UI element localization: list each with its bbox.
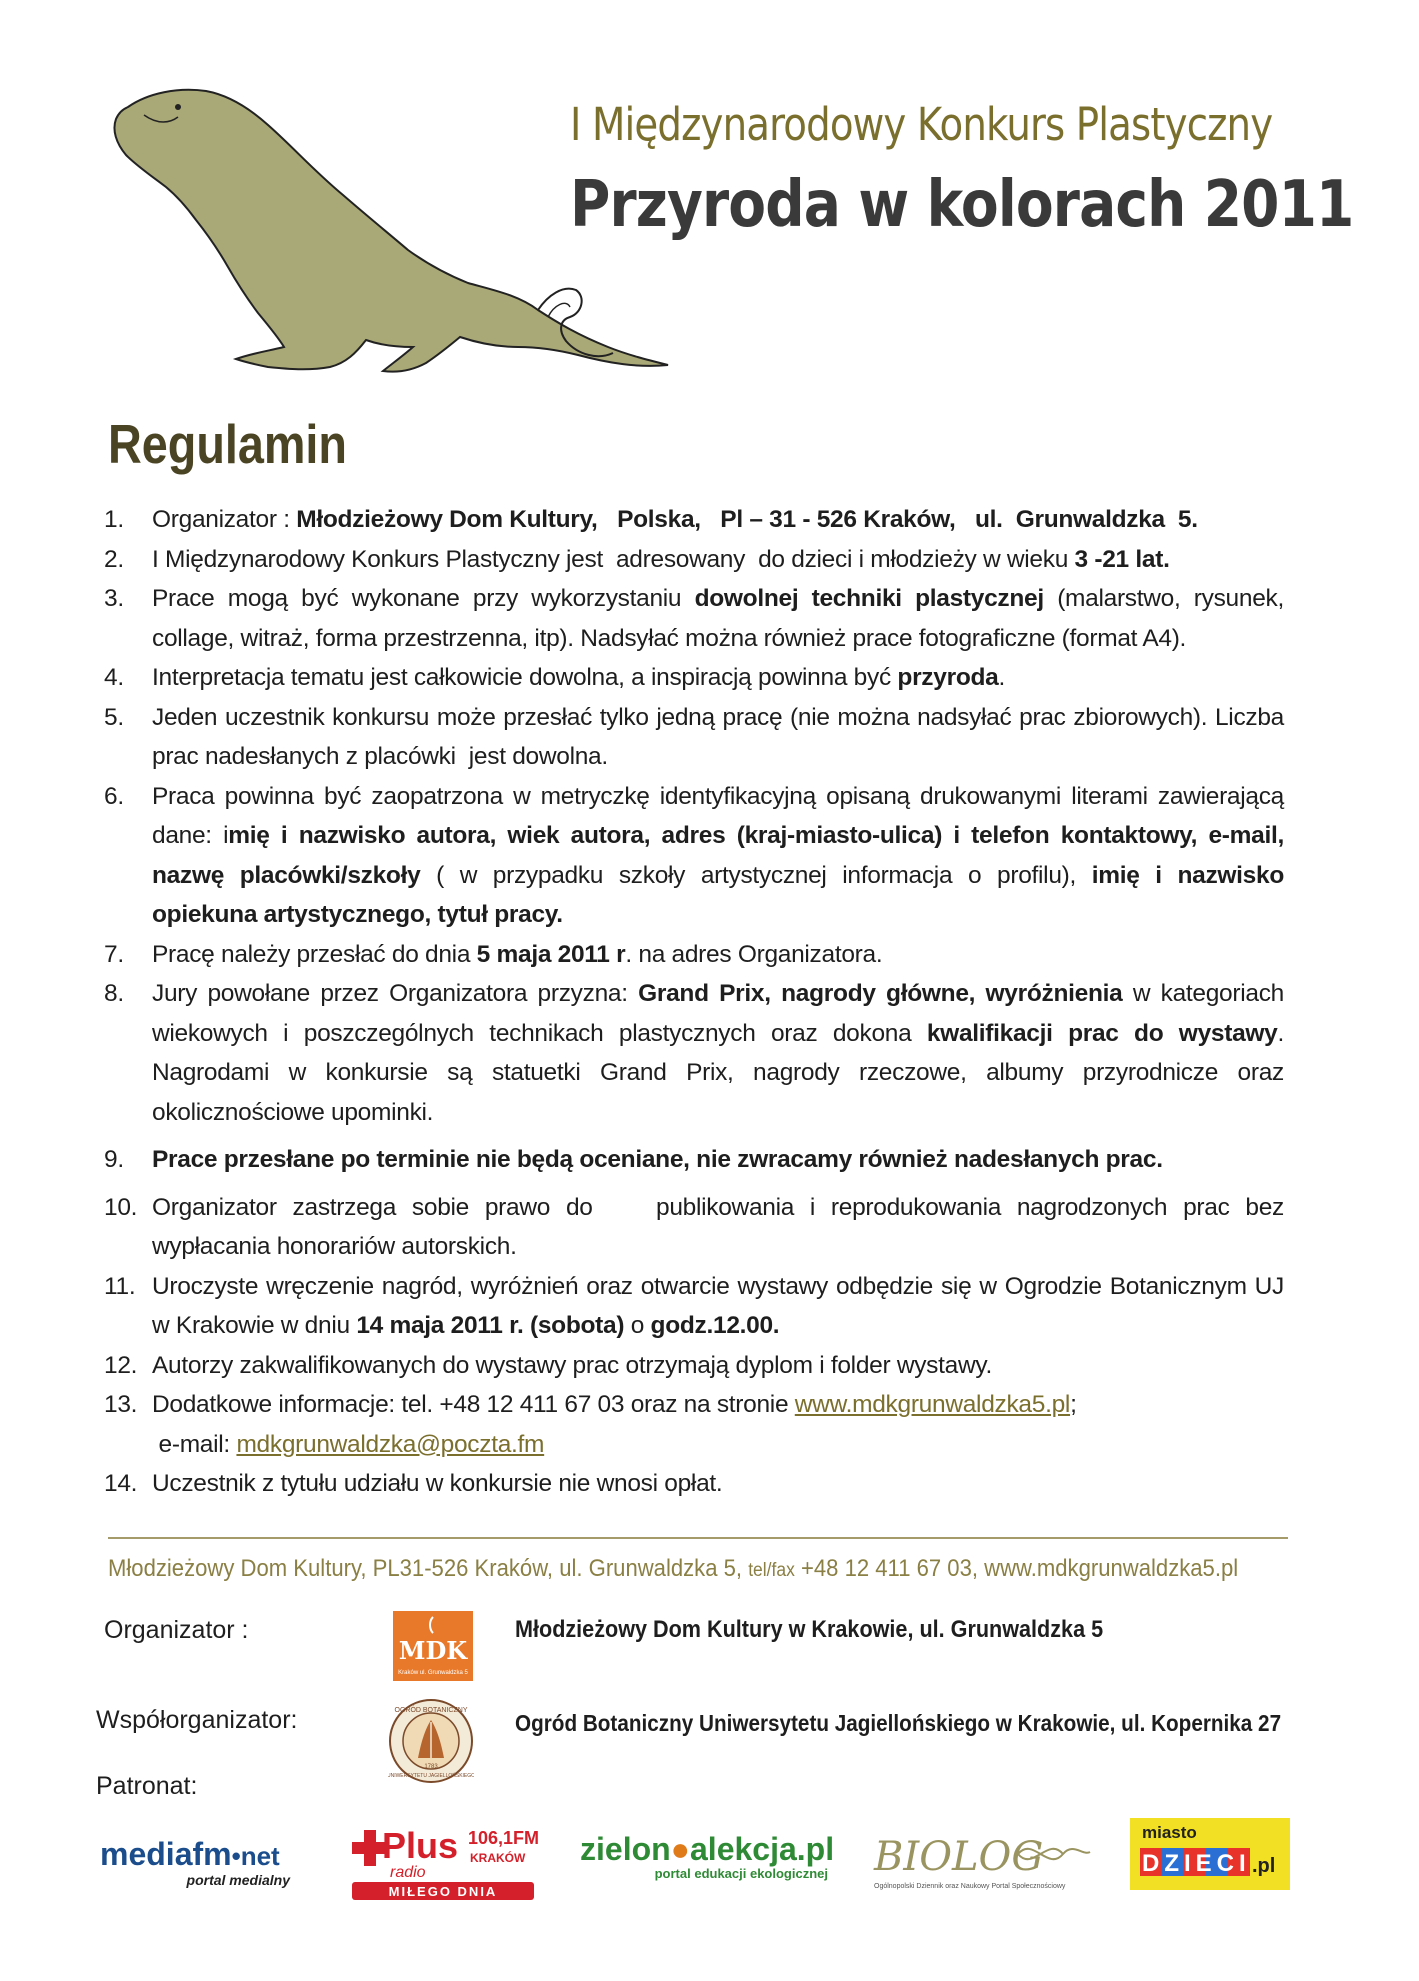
rule-item (104, 1267, 1284, 1346)
zielona-part2: alekcja.pl (690, 1831, 835, 1867)
rule-number: 1. (104, 506, 124, 533)
biolog-text: BIOLOG (874, 1834, 1044, 1880)
rule-text: I Międzynarodowy Konkurs Plastyczny jest adresowany do dzieci i młodzieży w wieku 3 -21 lat. (152, 545, 1170, 573)
rule-number: 2. (104, 545, 124, 573)
rule-item (104, 1385, 1284, 1464)
garden-logo-year: 1783 (424, 1764, 438, 1770)
footer-divider (108, 1537, 1288, 1539)
zielona-sub: portal edukacji ekologicznej (654, 1866, 828, 1881)
footer-telfax-label: tel/fax (748, 1560, 795, 1581)
mediafm-sub: portal medialny (186, 1872, 290, 1888)
mediafm-net: •net (231, 1841, 280, 1871)
rule-number: 11. (104, 1272, 136, 1300)
rule-text: Organizator zastrzega sobie prawo do publikowania i reprodukowania nagrodzonych prac bez wypłacania honorariów autorskich. (152, 1193, 1284, 1260)
rule-number: 6. (104, 782, 124, 810)
mediafm-logo (100, 1838, 300, 1888)
rule-item (104, 1140, 1284, 1180)
botanical-garden-logo (388, 1698, 474, 1784)
rule-number: 12. (104, 1351, 138, 1379)
mdk-logo-text: MDK (398, 1636, 468, 1665)
rule-text: Autorzy zakwalifikowanych do wystawy prac otrzymają dyplom i folder wystawy. (152, 1351, 992, 1379)
rule-item (104, 935, 1284, 975)
rule-item (104, 1464, 1284, 1504)
garden-logo-text: OGRÓD BOTANICZNY (394, 1707, 468, 1714)
contest-title: Przyroda w kolorach 2011 (570, 168, 1354, 242)
miasto-main: DZIECI (1142, 1850, 1251, 1877)
rule-number: 5. (104, 703, 124, 731)
rules-list (104, 500, 1284, 1504)
miasto-tld: .pl (1252, 1855, 1276, 1877)
rule-number: 7. (104, 940, 124, 968)
biolog-logo (868, 1826, 1098, 1896)
mdk-logo (393, 1611, 473, 1681)
rule-item (104, 1346, 1284, 1386)
coorganizer-label: Współorganizator: (96, 1706, 298, 1734)
miasto-dzieci-logo (1130, 1818, 1290, 1890)
plus-text: Plus (382, 1825, 459, 1866)
plus-radio-logo (350, 1822, 540, 1902)
coorganizer-name: Ogród Botaniczny Uniwersytetu Jagiellońskiego w Krakowie, ul. Kopernika 27 (515, 1710, 1282, 1736)
zielona-part1: zielon (580, 1831, 671, 1867)
slogan-text: MIŁEGO DNIA (388, 1884, 498, 1899)
rule-number: 10. (104, 1193, 138, 1221)
rule-number: 8. (104, 980, 124, 1007)
rule-item (104, 698, 1284, 777)
patronage-label: Patronat: (96, 1772, 198, 1800)
section-heading: Regulamin (108, 413, 347, 475)
rule-text: Prace przesłane po terminie nie będą oceniane, nie zwracamy również nadesłanych prac. (152, 1146, 1163, 1173)
rule-number: 13. (104, 1391, 138, 1418)
contact-link[interactable]: www.mdkgrunwaldzka5.pl (794, 1391, 1071, 1418)
freq-text: 106,1FM (468, 1828, 540, 1848)
rule-text: Interpretacja tematu jest całkowicie dowolna, a inspiracją powinna być przyroda. (152, 664, 1005, 691)
footer-address-main: Młodzieżowy Dom Kultury, PL31-526 Kraków, ul. Grunwaldzka 5, (108, 1555, 743, 1582)
miasto-top: miasto (1142, 1823, 1197, 1842)
rule-text: Prace mogą być wykonane przy wykorzystaniu dowolnej techniki plastycznej (malarstwo, rysunek, collage, witraż, forma przestrzenna, itp). Nadsyłać można również prace fotograficzne (format A4). (152, 585, 1284, 652)
rule-text: Uczestnik z tytułu udziału w konkursie nie wnosi opłat. (152, 1470, 723, 1497)
rule-item (104, 777, 1284, 935)
rule-item (104, 540, 1284, 580)
contact-link[interactable]: mdkgrunwaldzka@poczta.fm (236, 1430, 545, 1458)
rule-number: 14. (104, 1470, 138, 1497)
zielonalekcja-logo (580, 1832, 840, 1892)
radio-text: radio (390, 1864, 426, 1881)
city-text: KRAKÓW (470, 1851, 526, 1865)
rule-text: Organizator : Młodzieżowy Dom Kultury, Polska, Pl – 31 - 526 Kraków, ul. Grunwaldzka 5. (152, 506, 1198, 533)
rule-text: Praca powinna być zaopatrzona w metryczkę identyfikacyjną opisaną drukowanymi literami zawierającą dane: imię i nazwisko autora, wiek autora, adres (kraj-miasto-ulica) i telefon kontaktowy, e-mail, nazwę placówki/szkoły ( w przypadku szkoły artystycznej informacja o profilu), imię i nazwisko opiekuna artystycznego, tytuł pracy. (152, 782, 1285, 928)
rule-number: 9. (104, 1146, 124, 1173)
rule-item (104, 974, 1284, 1132)
rule-number: 3. (104, 585, 124, 612)
organizer-label: Organizator : (104, 1616, 249, 1644)
rule-number: 4. (104, 664, 124, 691)
rule-text: Dodatkowe informacje: tel. +48 12 411 67 03 oraz na stronie www.mdkgrunwaldzka5.pl; e-mail: mdkgrunwaldzka@poczta.fm (152, 1391, 1077, 1458)
garden-logo-sub: UNIWERSYTETU JAGIELLOŃSKIEGO (388, 1773, 474, 1779)
rule-text: Jury powołane przez Organizatora przyzna: Grand Prix, nagrody główne, wyróżnienia w kategoriach wiekowych i poszczególnych technikach plastycznych oraz dokona kwalifikacji prac do wystawy. Nagrodami w konkursie są statuetki Grand Prix, nagrody rzeczowe, albumy przyrodnicze oraz okolicznościowe upominki. (152, 980, 1284, 1126)
rule-item (104, 579, 1284, 658)
organizer-name: Młodzieżowy Dom Kultury w Krakowie, ul. Grunwaldzka 5 (515, 1616, 1104, 1643)
mdk-logo-sub: Kraków ul. Grunwaldzka 5 (398, 1670, 468, 1676)
zielona-dot: ● (670, 1831, 690, 1867)
rule-text: Uroczyste wręczenie nagród, wyróżnień oraz otwarcie wystawy odbędzie się w Ogrodzie Botanicznym UJ w Krakowie w dniu 14 maja 2011 r. (sobota) o godz.12.00. (152, 1272, 1284, 1339)
rule-item (104, 500, 1284, 540)
mediafm-main: mediafm (100, 1836, 232, 1872)
contest-subtitle: I Międzynarodowy Konkurs Plastyczny (570, 98, 1273, 151)
rule-text: Pracę należy przesłać do dnia 5 maja 2011 r. na adres Organizatora. (152, 940, 883, 968)
biolog-sub: Ogólnopolski Dziennik oraz Naukowy Portal Społecznościowy (874, 1883, 1066, 1890)
rule-item (104, 658, 1284, 698)
rule-text: Jeden uczestnik konkursu może przesłać tylko jedną pracę (nie można nadsyłać prac zbiorowych). Liczba prac nadesłanych z placówki jest dowolna. (152, 703, 1284, 770)
footer-address-tail: +48 12 411 67 03, www.mdkgrunwaldzka5.pl (800, 1555, 1239, 1582)
footer-address (108, 1555, 1238, 1583)
rule-item (104, 1188, 1284, 1267)
